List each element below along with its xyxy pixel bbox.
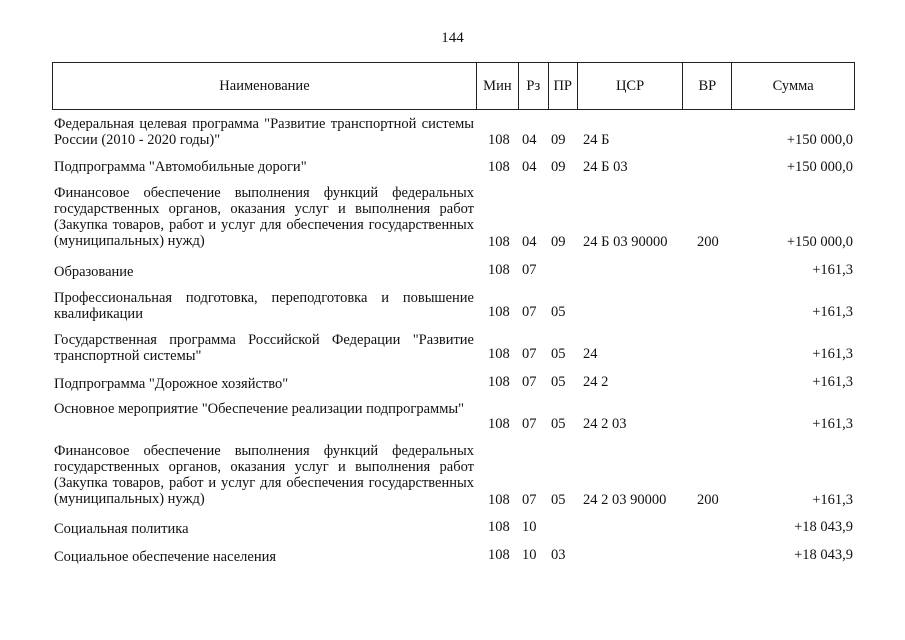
row-min: 108	[488, 159, 510, 175]
row-pr: 03	[551, 547, 566, 563]
row-sum: +161,3	[812, 492, 853, 508]
row-rz: 07	[522, 492, 537, 508]
row-name: Федеральная целевая программа "Развитие транспортной системы России (2010 - 2020 годы)"	[54, 116, 474, 148]
row-rz: 07	[522, 374, 537, 390]
row-csr: 24 2 03	[583, 416, 627, 432]
header-name: Наименование	[53, 63, 477, 109]
row-vr: 200	[697, 492, 719, 508]
row-rz: 07	[522, 346, 537, 362]
row-pr: 09	[551, 234, 566, 250]
header-csr: ЦСР	[578, 63, 684, 109]
row-name: Основное мероприятие "Обеспечение реализации подпрограммы"	[54, 401, 465, 417]
row-min: 108	[488, 519, 510, 535]
row-rz: 07	[522, 262, 537, 278]
row-rz: 07	[522, 304, 537, 320]
row-rz: 04	[522, 132, 537, 148]
row-name: Государственная программа Российской Федерации "Развитие транспортной системы"	[54, 332, 474, 364]
row-min: 108	[488, 547, 510, 563]
table-header	[52, 62, 855, 110]
header-rz: Рз	[519, 63, 549, 109]
page-number: 144	[441, 30, 464, 46]
row-min: 108	[488, 374, 510, 390]
row-csr: 24 2	[583, 374, 609, 390]
row-pr: 05	[551, 346, 566, 362]
row-csr: 24 Б	[583, 132, 610, 148]
row-sum: +150 000,0	[786, 159, 853, 175]
row-rz: 10	[522, 547, 537, 563]
row-name: Подпрограмма "Дорожное хозяйство"	[54, 376, 289, 392]
row-csr: 24 Б 03	[583, 159, 628, 175]
row-sum: +150 000,0	[786, 234, 853, 250]
row-sum: +161,3	[812, 374, 853, 390]
row-min: 108	[488, 416, 510, 432]
row-rz: 10	[522, 519, 537, 535]
row-rz: 04	[522, 159, 537, 175]
row-name: Образование	[54, 264, 134, 280]
row-min: 108	[488, 304, 510, 320]
header-sum: Сумма	[772, 77, 814, 94]
row-rz: 07	[522, 416, 537, 432]
header-pr: ПР	[549, 63, 578, 109]
row-sum: +161,3	[812, 346, 853, 362]
row-pr: 09	[551, 159, 566, 175]
row-name: Социальное обеспечение населения	[54, 549, 277, 565]
row-name: Финансовое обеспечение выполнения функций федеральных государственных органов, оказания услуг и выполнения работ (Закупка товаров, работ и услуг для обеспечения государственных (муниципальных) нужд)	[54, 185, 474, 249]
row-min: 108	[488, 234, 510, 250]
row-sum: +18 043,9	[794, 519, 853, 535]
row-sum: +161,3	[812, 304, 853, 320]
row-name: Финансовое обеспечение выполнения функций федеральных государственных органов, оказания услуг и выполнения работ (Закупка товаров, работ и услуг для обеспечения государственных (муниципальных) нужд)	[54, 443, 474, 507]
row-min: 108	[488, 492, 510, 508]
row-min: 108	[488, 346, 510, 362]
row-csr: 24 Б 03 90000	[583, 234, 668, 250]
header-vr: ВР	[683, 63, 732, 109]
row-csr: 24 2 03 90000	[583, 492, 667, 508]
row-sum: +150 000,0	[786, 132, 853, 148]
row-pr: 05	[551, 492, 566, 508]
row-min: 108	[488, 132, 510, 148]
row-min: 108	[488, 262, 510, 278]
row-csr: 24	[583, 346, 598, 362]
row-pr: 05	[551, 304, 566, 320]
row-name: Социальная политика	[54, 521, 189, 537]
row-name: Подпрограмма "Автомобильные дороги"	[54, 159, 307, 175]
row-pr: 09	[551, 132, 566, 148]
row-pr: 05	[551, 374, 566, 390]
header-min: Мин	[477, 63, 519, 109]
row-pr: 05	[551, 416, 566, 432]
row-rz: 04	[522, 234, 537, 250]
row-name: Профессиональная подготовка, переподготовка и повышение квалификации	[54, 290, 474, 322]
row-vr: 200	[697, 234, 719, 250]
row-sum: +18 043,9	[794, 547, 853, 563]
row-sum: +161,3	[812, 262, 853, 278]
row-sum: +161,3	[812, 416, 853, 432]
